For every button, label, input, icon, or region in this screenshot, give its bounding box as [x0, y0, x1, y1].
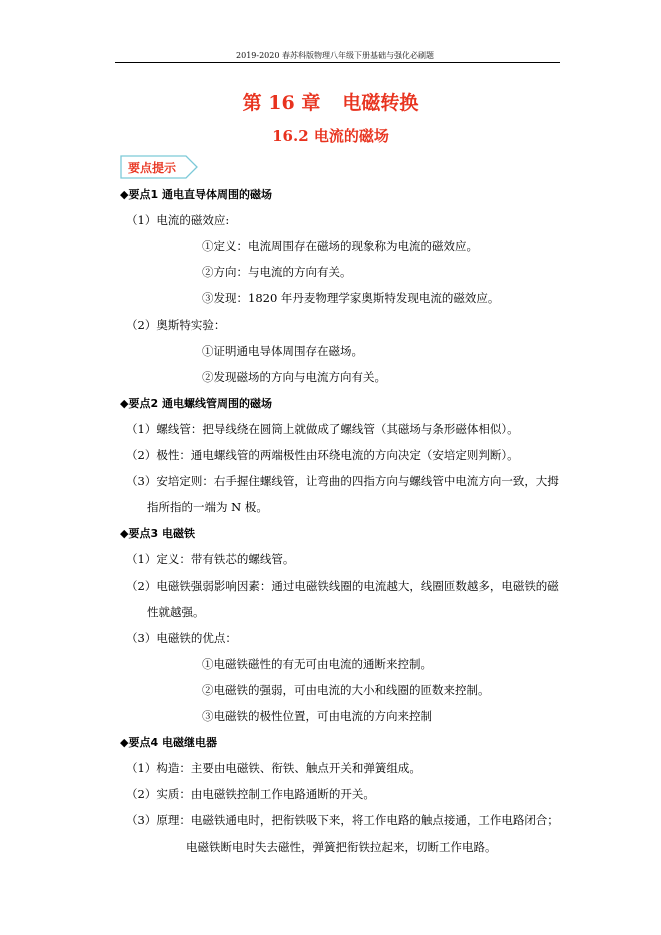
body-line: ②方向：与电流的方向有关。: [202, 265, 352, 280]
header-rule: [115, 62, 560, 63]
chapter-name: 电磁转换: [342, 92, 419, 114]
body-line: ①定义：电流周围存在磁场的现象称为电流的磁效应。: [202, 239, 478, 254]
key-point-heading: ◆要点2 通电螺线管周围的磁场: [120, 396, 272, 410]
body-line: （2）极性：通电螺线管的两端极性由环绕电流的方向决定（安培定则判断）。: [126, 448, 519, 462]
chapter-title: [0, 88, 661, 115]
body-line: ②发现磁场的方向与电流方向有关。: [202, 369, 386, 384]
body-line: ①证明通电导体周围存在磁场。: [202, 343, 363, 358]
badge-label: 要点提示: [128, 161, 177, 175]
body-line: 性就越强。: [147, 604, 205, 619]
body-line: 电磁铁断电时失去磁性，弹簧把衔铁拉起来，切断工作电路。: [186, 839, 497, 854]
body-line: （2）实质：由电磁铁控制工作电路通断的开关。: [126, 787, 375, 802]
key-point-heading: ◆要点3 电磁铁: [120, 527, 195, 541]
key-point-heading: ◆要点4 电磁继电器: [120, 736, 217, 750]
body-line: 指所指的一端为 N 极。: [147, 500, 268, 515]
chapter-number: 第 16 章: [242, 92, 321, 114]
body-line: ①电磁铁磁性的有无可由电流的通断来控制。: [202, 656, 432, 671]
body-line: （3）电磁铁的优点：: [126, 630, 237, 645]
body-line: （2）奥斯特实验：: [126, 317, 226, 332]
running-header: 2019-2020 春苏科版物理八年级下册基础与强化必刷题: [236, 51, 434, 60]
body-line: （1）定义：带有铁芯的螺线管。: [126, 552, 295, 567]
section-title: 16.2 电流的磁场: [272, 127, 389, 145]
body-line: （1）螺线管：把导线绕在圆筒上就做成了螺线管（其磁场与条形磁体相似）。: [126, 421, 519, 436]
body-line: （2）电磁铁强弱影响因素：通过电磁铁线圈的电流越大，线圈匝数越多，电磁铁的磁: [126, 578, 559, 593]
body-line: （3）安培定则：右手握住螺线管，让弯曲的四指方向与螺线管中电流方向一致，大拇: [126, 474, 559, 489]
body-line: ③发现：1820 年丹麦物理学家奥斯特发现电流的磁效应。: [202, 291, 500, 306]
key-point-heading: ◆要点1 通电直导体周围的磁场: [120, 188, 272, 201]
body-line: ②电磁铁的强弱，可由电流的大小和线圈的匝数来控制。: [202, 682, 490, 697]
body-line: （1）电流的磁效应:: [126, 213, 230, 228]
body-line: ③电磁铁的极性位置，可由电流的方向来控制: [202, 709, 432, 723]
body-line: （3）原理：电磁铁通电时，把衔铁吸下来，将工作电路的触点接通，工作电路闭合；: [126, 813, 559, 828]
body-line: （1）构造：主要由电磁铁、衔铁、触点开关和弹簧组成。: [126, 761, 421, 776]
